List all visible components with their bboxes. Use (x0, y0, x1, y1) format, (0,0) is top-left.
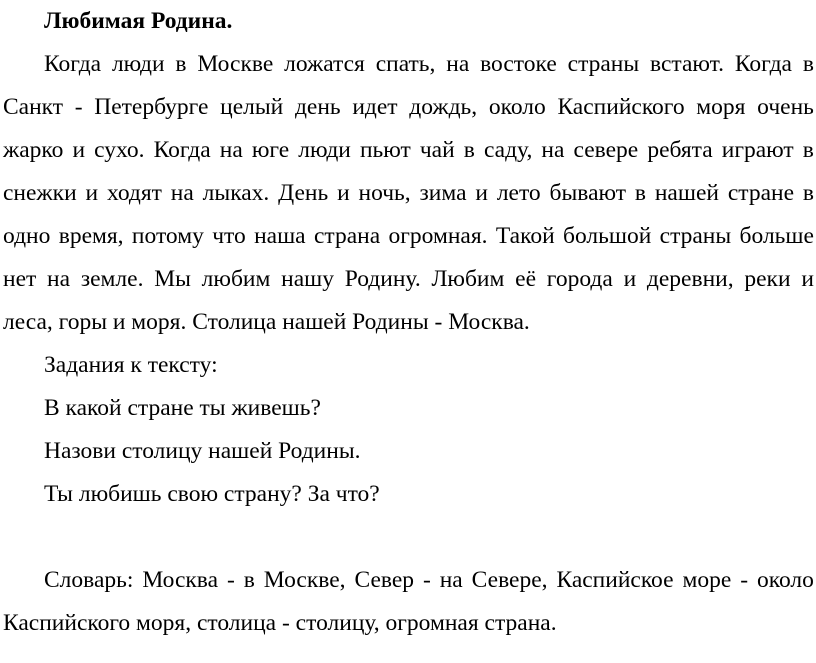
paragraph-line: Санкт - Петербурге целый день идет дождь, около Каспийского моря очень (3, 94, 814, 120)
vocabulary-paragraph (3, 559, 814, 645)
blank-line (3, 516, 814, 559)
task-item: В какой стране ты живешь? (44, 395, 321, 421)
paragraph-line: нет на земле. Мы любим нашу Родину. Любим её города и деревни, реки и (3, 266, 814, 292)
paragraph-line: снежки и ходят на лыках. День и ночь, зима и лето бывают в нашей стране в (3, 180, 814, 206)
paragraph-line: жарко и сухо. Когда на юге люди пьют чай в саду, на севере ребята играют в (3, 137, 814, 163)
document-title: Любимая Родина. (44, 8, 233, 34)
tasks-heading: Задания к тексту: (44, 352, 218, 378)
task-item: Ты любишь свою страну? За что? (44, 481, 380, 507)
document-page (3, 0, 814, 645)
main-paragraph (3, 43, 814, 344)
vocabulary-line: Словарь: Москва - в Москве, Север - на Севере, Каспийское море - около (44, 567, 814, 593)
paragraph-line: Когда люди в Москве ложатся спать, на востоке страны встают. Когда в (44, 51, 814, 77)
vocabulary-line: Каспийского моря, столица - столицу, огромная страна. (3, 610, 557, 636)
paragraph-line: одно время, потому что наша страна огромная. Такой большой страны больше (3, 223, 814, 249)
task-item: Назови столицу нашей Родины. (44, 438, 361, 464)
paragraph-line: леса, горы и моря. Столица нашей Родины - Москва. (3, 309, 530, 335)
